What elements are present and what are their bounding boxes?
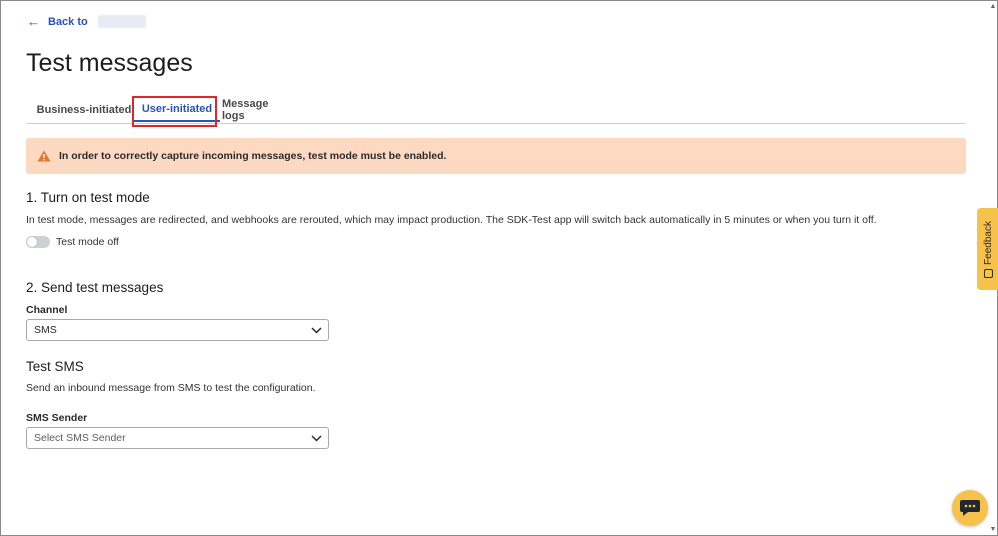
- scroll-up-arrow[interactable]: ▲: [989, 3, 997, 10]
- test-mode-toggle-label: Test mode off: [56, 236, 119, 248]
- back-link[interactable]: [27, 15, 146, 28]
- arrow-left-icon: ←: [27, 14, 40, 29]
- scroll-down-arrow[interactable]: ▼: [989, 526, 997, 533]
- sms-sender-label: SMS Sender: [26, 412, 88, 424]
- tab-user-initiated[interactable]: User-initiated: [134, 98, 220, 122]
- back-link-label: Back to: [48, 15, 88, 28]
- tab-message-logs[interactable]: Message logs: [222, 98, 269, 122]
- channel-label: Channel: [26, 304, 68, 316]
- tab-business-initiated[interactable]: Business-initiated: [36, 104, 132, 116]
- channel-select-value: SMS: [34, 324, 57, 336]
- sms-sender-placeholder: Select SMS Sender: [34, 432, 126, 444]
- test-sms-description: Send an inbound message from SMS to test the configuration.: [26, 382, 316, 394]
- warning-text: In order to correctly capture incoming messages, test mode must be enabled.: [59, 150, 447, 162]
- chat-icon: [959, 498, 981, 518]
- warning-icon: [37, 150, 51, 162]
- feedback-label: Feedback: [982, 220, 994, 265]
- tab-bar: [26, 98, 966, 124]
- section-send-test-messages-heading: 2. Send test messages: [26, 280, 164, 295]
- toggle-knob: [27, 237, 37, 247]
- section-turn-on-test-mode-heading: 1. Turn on test mode: [26, 190, 150, 205]
- test-mode-toggle-row: [26, 236, 119, 248]
- feedback-icon: [984, 268, 993, 277]
- test-sms-heading: Test SMS: [26, 359, 84, 374]
- channel-select[interactable]: [26, 319, 329, 341]
- test-mode-toggle[interactable]: [26, 236, 50, 248]
- sms-sender-select[interactable]: [26, 427, 329, 449]
- warning-banner: [26, 138, 966, 174]
- page-title: Test messages: [26, 49, 193, 77]
- chat-button[interactable]: [952, 490, 988, 526]
- test-mode-description: In test mode, messages are redirected, and webhooks are rerouted, which may impact production. The SDK-Test app will switch back automatically in 5 minutes or when you turn it off.: [26, 214, 877, 226]
- feedback-tab[interactable]: [977, 208, 998, 290]
- chevron-down-icon: [311, 327, 322, 334]
- redacted-app-name: [98, 15, 146, 28]
- chevron-down-icon: [311, 435, 322, 442]
